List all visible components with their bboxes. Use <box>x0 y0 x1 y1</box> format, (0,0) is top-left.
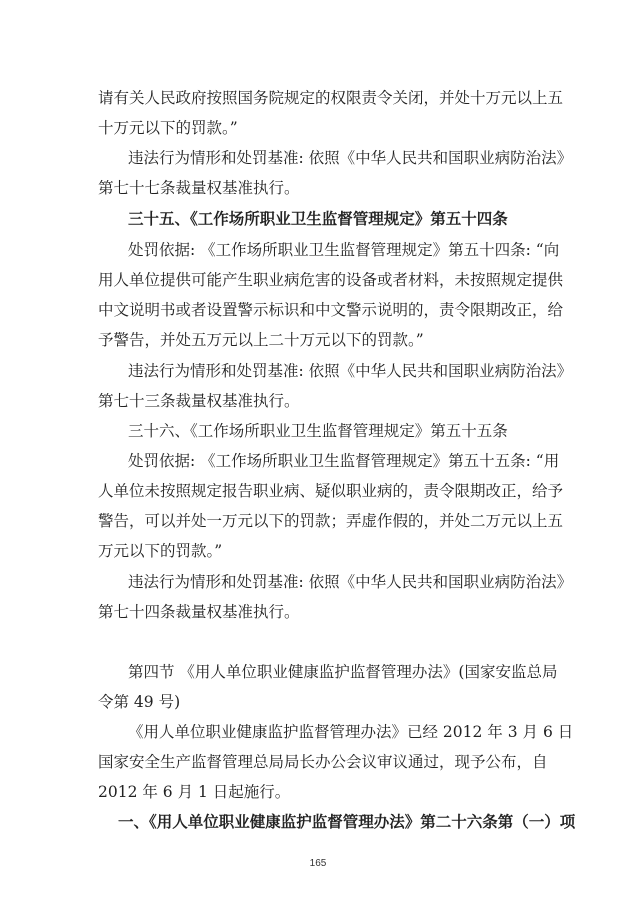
body-text-line: 用人单位提供可能产生职业病危害的设备或者材料，未按照规定提供 <box>98 271 564 289</box>
penalty-basis-line: 违法行为情形和处罚基准: 依照《中华人民共和国职业病防治法》 <box>128 362 573 380</box>
section-heading-36: 三十六、《工作场所职业卫生监督管理规定》第五十五条 <box>128 422 508 440</box>
page-number: 165 <box>309 858 327 869</box>
section-heading-35: 三十五、《工作场所职业卫生监督管理规定》第五十四条 <box>128 209 508 228</box>
body-text-line: 十万元以下的罚款。” <box>98 119 238 137</box>
body-text-line: 中文说明书或者设置警示标识和中文警示说明的，责令限期改正，给 <box>98 301 564 319</box>
penalty-basis-line: 违法行为情形和处罚基准: 依照《中华人民共和国职业病防治法》 <box>128 149 573 167</box>
penalty-basis-line: 违法行为情形和处罚基准: 依照《中华人民共和国职业病防治法》 <box>128 573 573 591</box>
body-text-line: 予警告，并处五万元以上二十万元以下的罚款。” <box>98 331 424 349</box>
item-heading-1: 一、《用人单位职业健康监护监督管理办法》第二十六条第（一）项 <box>118 812 576 831</box>
body-text-line: 请有关人民政府按照国务院规定的权限责令关闭，并处十万元以上五 <box>98 89 564 107</box>
body-text-line: 人单位未按照规定报告职业病、疑似职业病的，责令限期改正，给予 <box>98 482 564 500</box>
body-text-line: 第七十四条裁量权基准执行。 <box>98 603 300 621</box>
body-text-line: 第七十三条裁量权基准执行。 <box>98 392 300 410</box>
body-text-line: 警告，可以并处一万元以下的罚款；弄虚作假的，并处二万元以上五 <box>98 512 564 530</box>
penalty-legal-basis-line: 处罚依据: 《工作场所职业卫生监督管理规定》第五十四条: “向 <box>128 241 560 259</box>
penalty-legal-basis-line: 处罚依据: 《工作场所职业卫生监督管理规定》第五十五条: “用 <box>128 452 560 470</box>
section-4-heading-cont: 令第 49 号) <box>98 693 181 711</box>
body-text-line: 国家安全生产监督管理总局局长办公会议审议通过，现予公布，自 <box>98 753 548 771</box>
body-text-line: 2012 年 6 月 1 日起施行。 <box>98 783 291 801</box>
body-text-line: 第七十七条裁量权基准执行。 <box>98 179 300 197</box>
body-text-line: 万元以下的罚款。” <box>98 542 223 560</box>
body-text-line: 《用人单位职业健康监护监督管理办法》已经 2012 年 3 月 6 日 <box>128 723 574 741</box>
section-4-heading: 第四节 《用人单位职业健康监护监督管理办法》(国家安监总局 <box>128 663 558 681</box>
